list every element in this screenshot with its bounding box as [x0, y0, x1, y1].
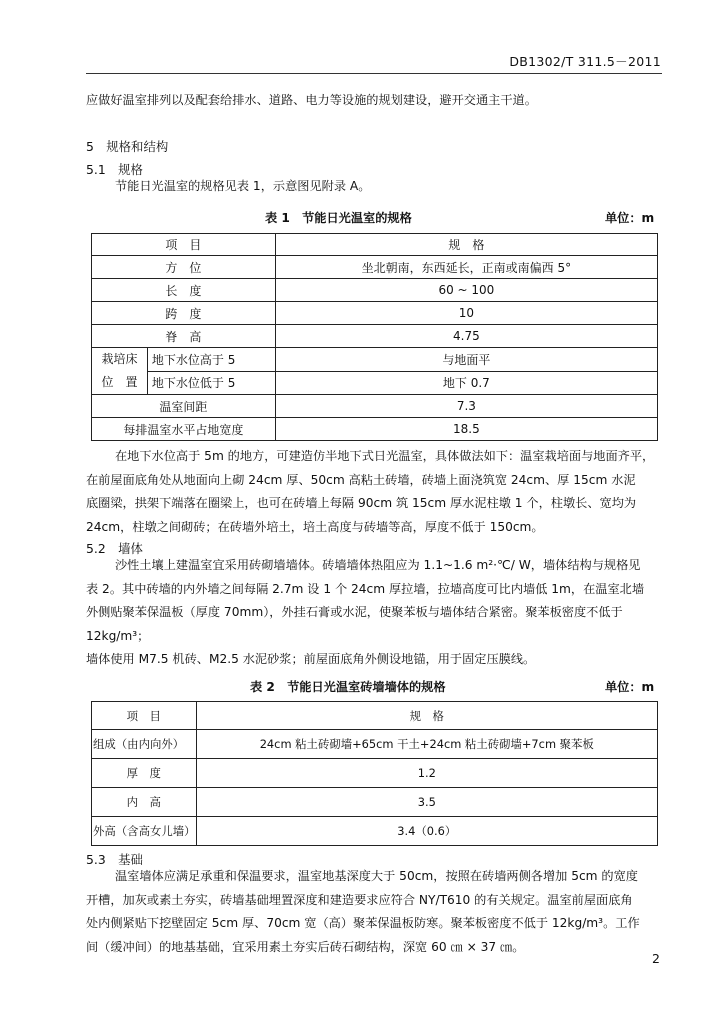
paragraph-line: 12kg/m³；: [86, 628, 150, 643]
paragraph-line: 24cm，柱墩之间砌砖；在砖墙外培土，培土高度与砖墙等高，厚度不低于 150cm。: [86, 519, 544, 534]
paragraph-line: 沙性土壤上建温室宜采用砖砌墙墙体。砖墙墙体热阻应为 1.1~1.6 m²·℃/ W，墙体结构与规格见: [115, 558, 641, 572]
table-row: [92, 279, 658, 302]
page-number: 2: [652, 951, 660, 966]
row-label-length: 长 度: [92, 279, 276, 302]
intro-text: 应做好温室排列以及配套给排水、道路、电力等设施的规划建设，避开交通主干道。: [86, 93, 537, 107]
row-value-water-low: 地下 0.7: [275, 371, 657, 395]
bed-label-line-2: 位 置: [101, 375, 138, 389]
row-value-thickness: 1.2: [196, 759, 657, 788]
table-1-caption: 表 1 节能日光温室的规格: [265, 211, 412, 225]
table-row: [92, 817, 658, 846]
section-5-2-text: [86, 554, 644, 672]
table-2-caption: 表 2 节能日光温室砖墙墙体的规格: [250, 680, 446, 694]
bed-label-line-1: 栽培床: [101, 352, 138, 366]
row-label-thickness: 厚 度: [92, 759, 197, 788]
paragraph-line: 开槽，加灰或素土夯实，砖墙基础埋置深度和建造要求应符合 NY/T610 的有关规定。温室前屋面底角: [86, 892, 633, 907]
table-2: [91, 701, 658, 846]
paragraph-line: 在前屋面底角处从地面向上砌 24cm 厚、50cm 高粘土砖墙，砖墙上面浇筑宽 24cm、厚 15cm 水泥: [86, 472, 636, 487]
section-5-3-heading: 5.3 基础: [86, 852, 143, 867]
row-label-water-high: 地下水位高于 5: [147, 348, 275, 372]
table-header-spec: 规 格: [275, 234, 657, 256]
table-row: [92, 788, 658, 817]
row-label-span: 跨 度: [92, 302, 276, 325]
paragraph-line: 外侧贴聚苯保温板（厚度 70mm），外挂石膏或水泥，使聚苯板与墙体结合紧密。聚苯板密度不低于: [86, 605, 623, 619]
row-value-water-high: 与地面平: [275, 348, 657, 372]
row-label-water-low: 地下水位低于 5: [147, 371, 275, 395]
paragraph-line: 墙体使用 M7.5 机砖、M2.5 水泥砂浆；前屋面底角外侧设地锚，用于固定压膜线。: [86, 652, 536, 666]
row-value-orientation: 坐北朝南，东西延长，正南或南偏西 5°: [275, 256, 657, 279]
row-value-length: 60 ~ 100: [275, 279, 657, 302]
section-5-1-heading: 5.1 规格: [86, 162, 143, 177]
table-1: [91, 233, 658, 441]
row-label-inner-height: 内 高: [92, 788, 197, 817]
section-5-heading: 5 规格和结构: [86, 139, 169, 154]
table-header-item: 项 目: [92, 702, 197, 730]
row-value-outer-height: 3.4（0.6）: [196, 817, 657, 846]
table-row: [92, 348, 658, 372]
table-row: [92, 395, 658, 418]
paragraph-line: 表 2。其中砖墙的内外墙之间每隔 2.7m 设 1 个 24cm 厚拉墙，拉墙高度可比内墙低 1m，在温室北墙: [86, 581, 645, 596]
table-row: [92, 759, 658, 788]
row-label-bed-position: [92, 348, 148, 395]
table-row: [92, 234, 658, 256]
paragraph-line: 处内侧紧贴下挖壁固定 5cm 厚、70cm 宽（高）聚苯保温板防寒。聚苯板密度不低于 12kg/m³。工作: [86, 916, 640, 930]
table-row: [92, 371, 658, 395]
table-row: [92, 325, 658, 348]
table-1-unit: 单位：m: [605, 211, 655, 225]
row-label-orientation: 方 位: [92, 256, 276, 279]
row-value-inner-height: 3.5: [196, 788, 657, 817]
row-value-composition: 24cm 粘土砖砌墙+65cm 干土+24cm 粘土砖砌墙+7cm 聚苯板: [196, 730, 657, 759]
table-2-unit: 单位：m: [605, 680, 655, 694]
paragraph-line: 温室墙体应满足承重和保温要求，温室地基深度大于 50cm，按照在砖墙两侧各增加 5cm 的宽度: [115, 869, 638, 883]
table-row: [92, 256, 658, 279]
row-value-width: 18.5: [275, 418, 657, 441]
section-5-2-heading: 5.2 墙体: [86, 541, 143, 556]
paragraph-line: 在地下水位高于 5m 的地方，可建造仿半地下式日光温室，具体做法如下：温室栽培面与地面齐平，: [115, 449, 655, 463]
table-header-spec: 规 格: [196, 702, 657, 730]
paragraph-line: 底圈梁，拱架下端落在圈梁上，也可在砖墙上每隔 90cm 筑 15cm 厚水泥柱墩 1 个，柱墩长、宽均为: [86, 496, 637, 510]
row-value-span: 10: [275, 302, 657, 325]
row-value-spacing: 7.3: [275, 395, 657, 418]
table-row: [92, 302, 658, 325]
paragraph-line: 间（缓冲间）的地基基础，宜采用素土夯实后砖石砌结构，深宽 60 ㎝ × 37 ㎝。: [86, 939, 525, 954]
document-code: DB1302/T 311.5－2011: [509, 54, 661, 69]
row-value-ridge: 4.75: [275, 325, 657, 348]
section-5-1-text: 节能日光温室的规格见表 1，示意图见附录 A。: [115, 179, 371, 193]
row-label-width: 每排温室水平占地宽度: [92, 418, 276, 441]
row-label-ridge: 脊 高: [92, 325, 276, 348]
header-rule: [86, 73, 662, 74]
row-label-composition: 组成（由内向外）: [92, 730, 197, 759]
table-header-item: 项 目: [92, 234, 276, 256]
table-row: [92, 702, 658, 730]
row-label-spacing: 温室间距: [92, 395, 276, 418]
section-5-3-text: [86, 865, 640, 959]
table-row: [92, 418, 658, 441]
table-row: [92, 730, 658, 759]
row-label-outer-height: 外高（含高女儿墙）: [92, 817, 197, 846]
paragraph-after-table-1: [86, 445, 654, 539]
